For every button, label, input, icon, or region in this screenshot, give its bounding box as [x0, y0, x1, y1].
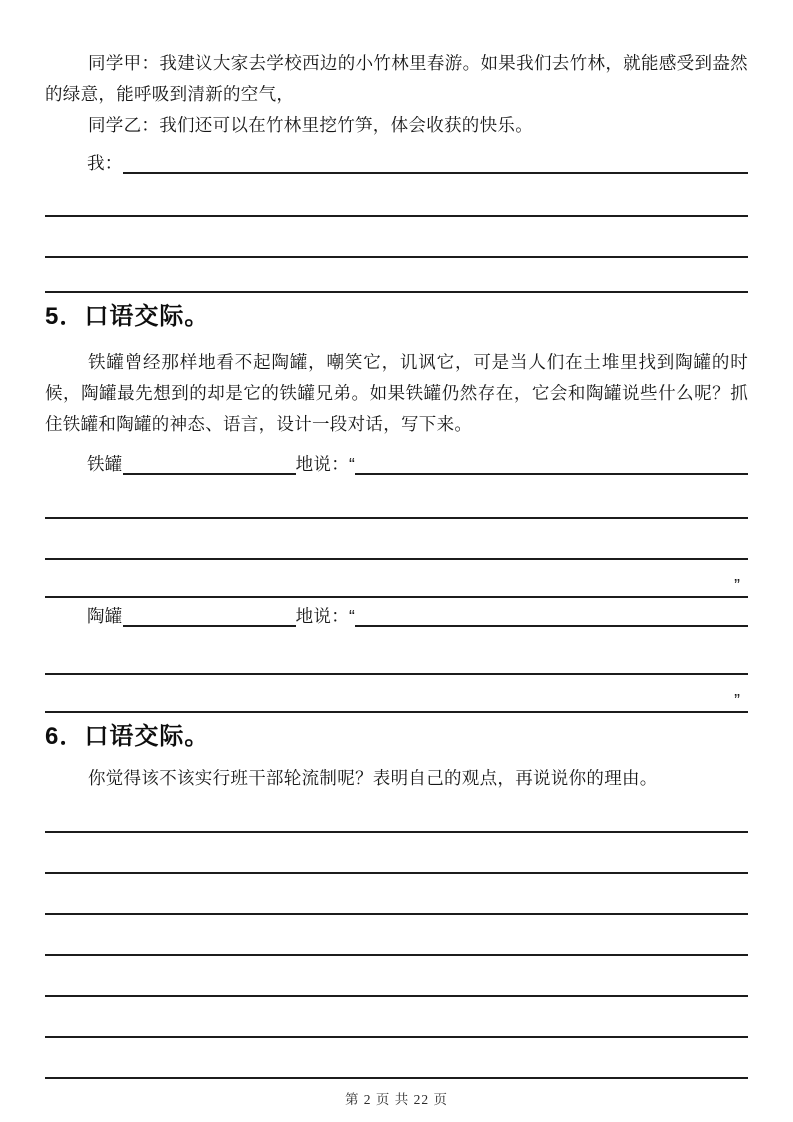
question-5-prompt: 铁罐曾经那样地看不起陶罐，嘲笑它，讥讽它，可是当人们在土堆里找到陶罐的时候，陶罐最先想到的却是它的铁罐兄弟。如果铁罐仍然存在，它会和陶罐说些什么呢？抓住铁罐和陶罐的神态、语言，设计一段对话，写下来。	[45, 352, 748, 434]
answer-rule-line	[45, 956, 748, 997]
clay-pot-label: 陶罐	[87, 606, 123, 626]
question-6-heading: 6．口语交际。	[45, 723, 210, 750]
answer-rule-line	[45, 482, 748, 519]
answer-rule-line	[45, 519, 748, 560]
question-6-prompt: 你觉得该不该实行班干部轮流制呢？表明自己的观点，再说说你的理由。	[88, 768, 658, 788]
clay-pot-row	[45, 598, 748, 634]
iron-manner-blank	[123, 473, 296, 475]
dialog-paragraph-a: 同学甲：我建议大家去学校西边的小竹林里春游。如果我们去竹林，就能感受到盎然的绿意，能呼吸到清新的空气，	[45, 53, 748, 104]
iron-can-label: 铁罐	[87, 454, 123, 474]
answer-rule-line	[45, 833, 748, 874]
answer-rule-line	[45, 874, 748, 915]
my-answer-row	[45, 145, 748, 181]
clay-says-label: 地说：“	[295, 606, 356, 626]
me-label: 我：	[87, 153, 123, 173]
closing-quote: ”	[734, 575, 740, 595]
clay-speech-blank	[355, 625, 748, 627]
answer-rule-line	[45, 217, 748, 258]
closing-quote: ”	[734, 690, 740, 710]
my-answer-blank	[123, 172, 748, 174]
answer-rule-line	[45, 634, 748, 675]
question-5-heading: 5．口语交际。	[45, 303, 210, 330]
answer-rule-line	[45, 181, 748, 217]
answer-rule-line	[45, 675, 748, 713]
answer-rule-line	[45, 560, 748, 598]
iron-speech-blank	[355, 473, 748, 475]
answer-rule-line	[45, 997, 748, 1038]
iron-says-label: 地说：“	[295, 454, 356, 474]
dialog-paragraph-b: 同学乙：我们还可以在竹林里挖竹笋，体会收获的快乐。	[88, 115, 533, 135]
answer-rule-line	[45, 794, 748, 833]
answer-rule-line	[45, 1038, 748, 1079]
iron-can-row	[45, 446, 748, 482]
answer-rule-line	[45, 258, 748, 293]
clay-manner-blank	[123, 625, 296, 627]
answer-rule-line	[45, 915, 748, 956]
page-number-footer: 第 2 页 共 22 页	[344, 1092, 449, 1107]
